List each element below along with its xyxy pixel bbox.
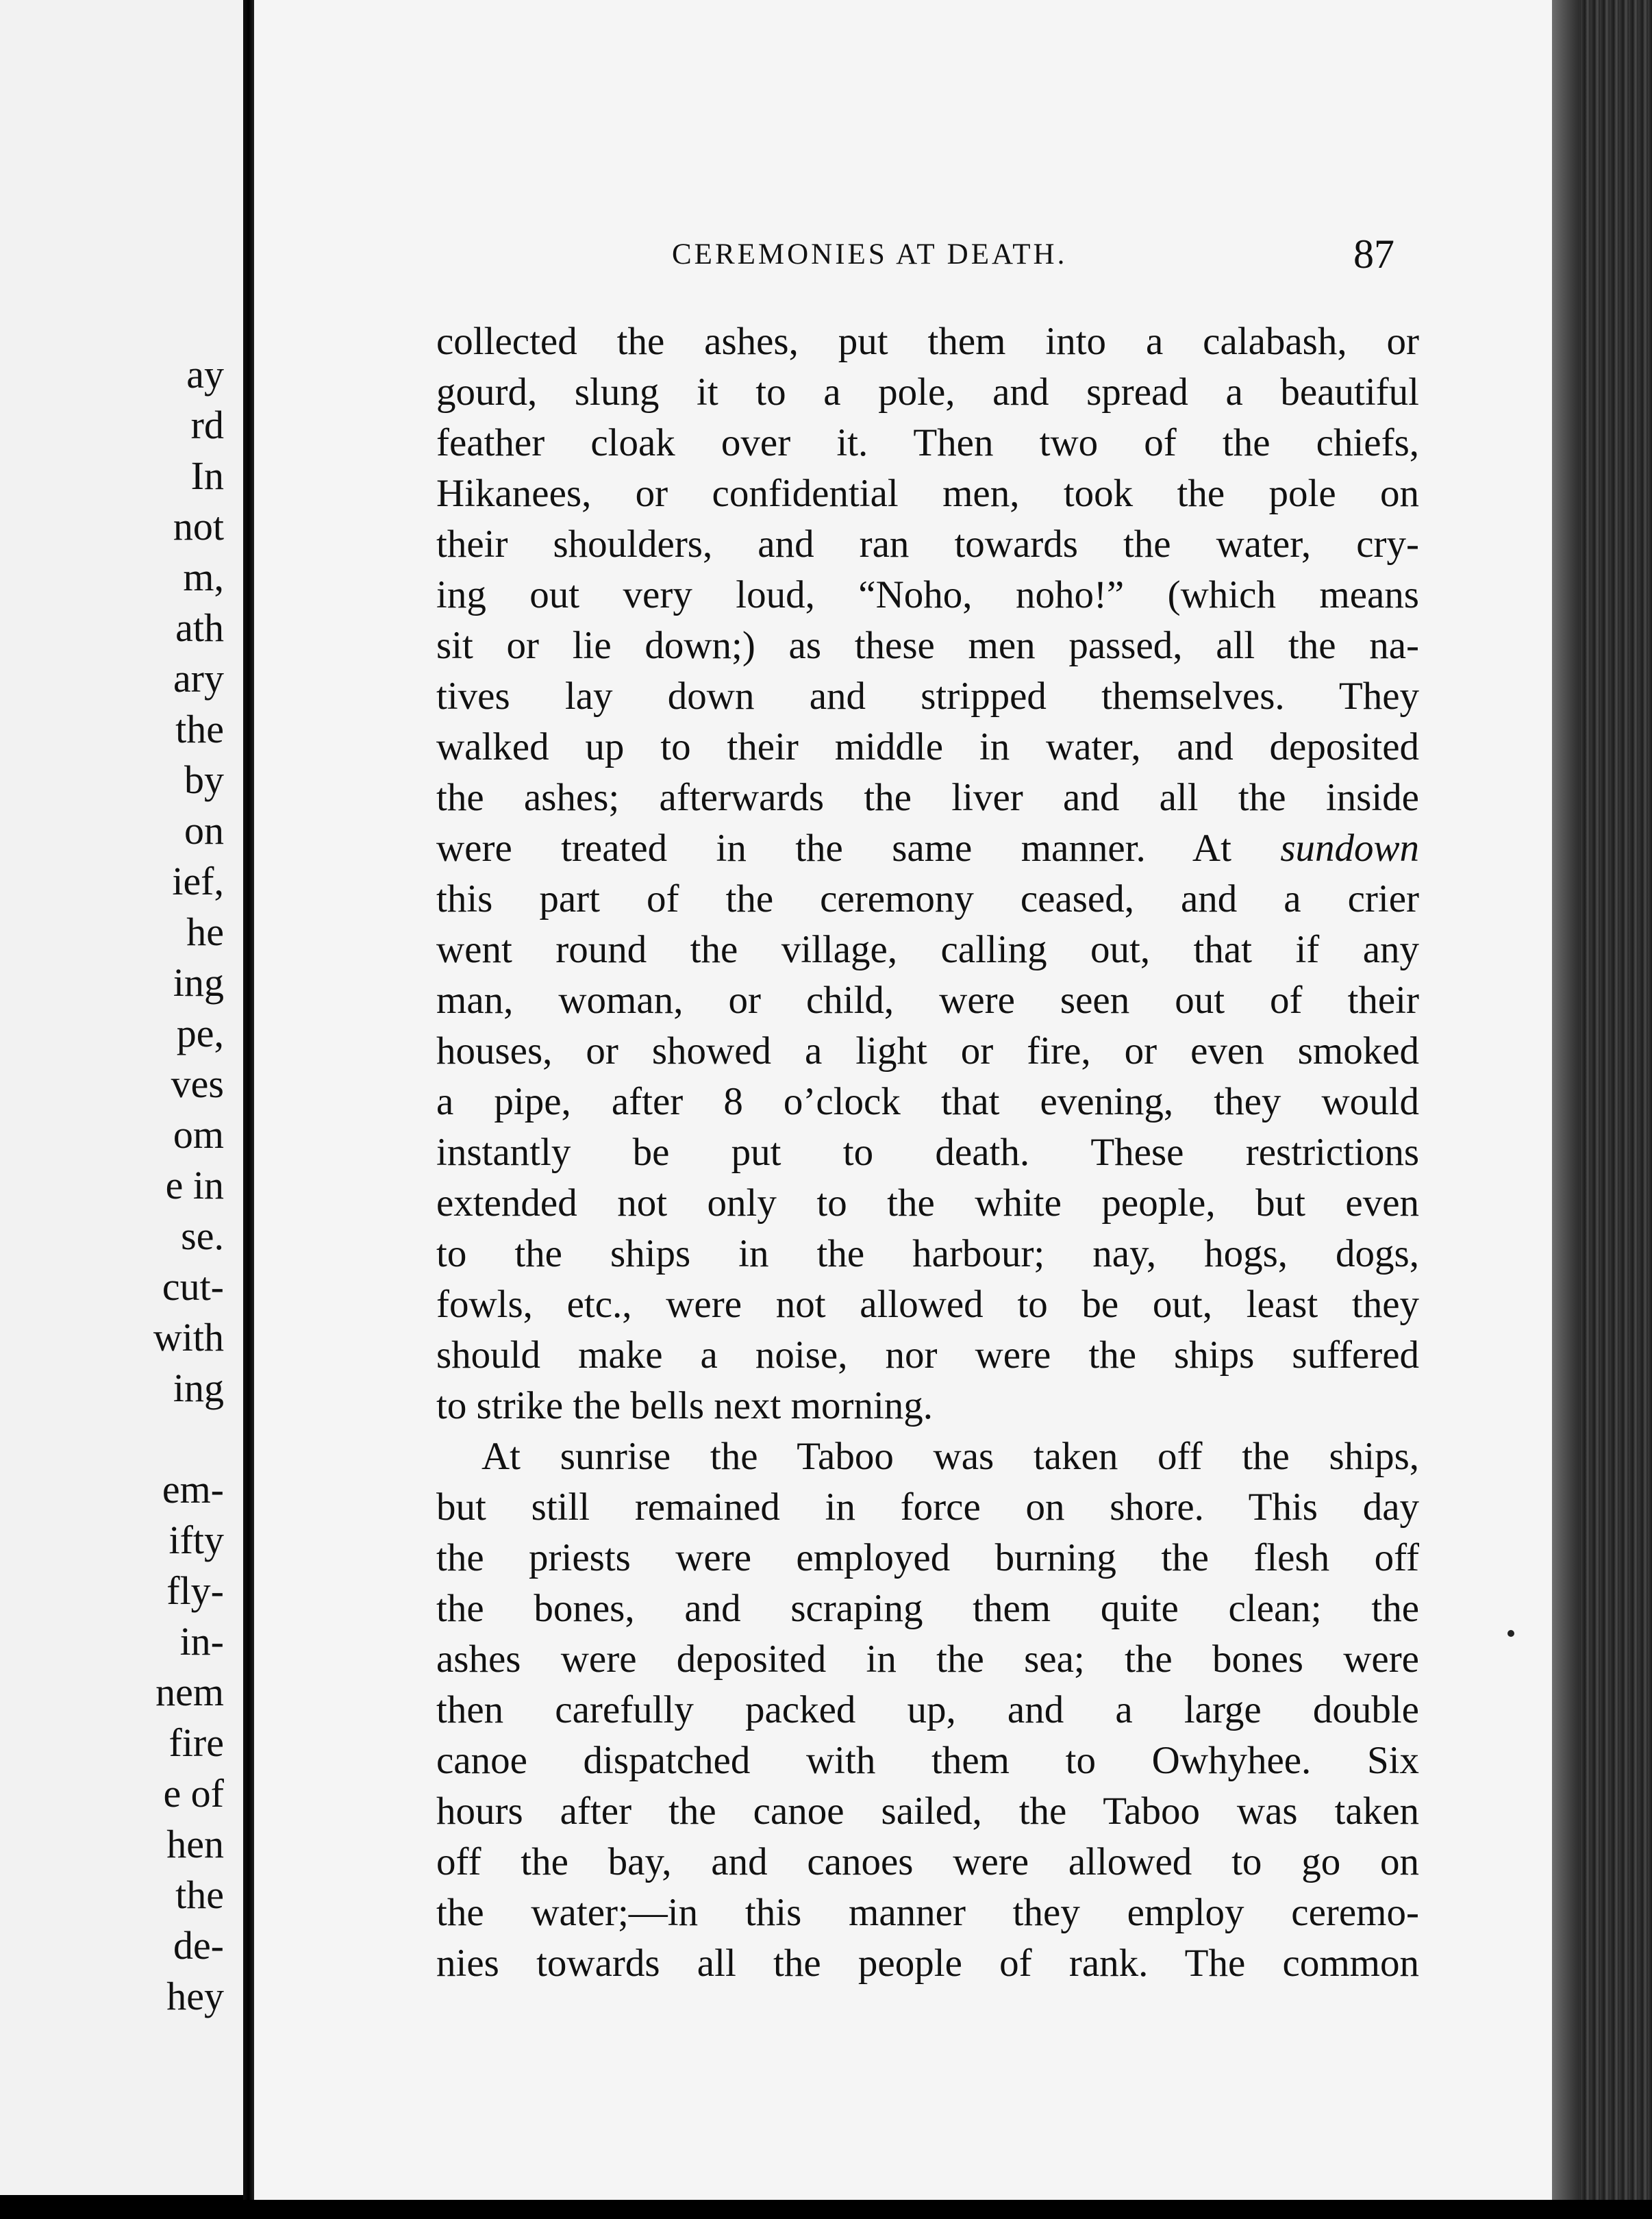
book-page <box>254 0 1552 2200</box>
text-line-start: were treated in the same manner. At <box>436 827 1231 870</box>
text-line: feather cloak over it. Then two of the chiefs, <box>436 421 1419 464</box>
previous-page-line-fragment: pe, <box>176 1011 224 1055</box>
previous-page-line-fragment: fly- <box>166 1568 224 1613</box>
text-line: a pipe, after 8 o’clock that evening, they would <box>436 1080 1419 1123</box>
text-line: fowls, etc., were not allowed to be out, least they <box>436 1283 1419 1326</box>
previous-page-line-fragment: se. <box>181 1214 224 1258</box>
text-line: canoe dispatched with them to Owhyhee. Six <box>436 1739 1419 1782</box>
previous-page-line-fragment: de- <box>173 1923 224 1968</box>
running-head <box>254 231 1552 286</box>
previous-page-line-fragment: em- <box>162 1467 224 1512</box>
previous-page-line-fragment: m, <box>183 555 224 599</box>
previous-page-line-fragment: on <box>184 808 224 853</box>
text-line: gourd, slung it to a pole, and spread a beautiful <box>436 371 1419 414</box>
text-line: nies towards all the people of rank. The common <box>436 1942 1419 1985</box>
previous-page-line-fragment: In <box>190 453 224 498</box>
bottom-edge <box>0 2200 1652 2219</box>
previous-page-line-fragment: the <box>175 707 224 751</box>
text-line: sit or lie down;) as these men passed, all the na- <box>436 624 1419 667</box>
page-edge-shadow <box>1552 0 1579 2219</box>
previous-page-line-fragment: cut- <box>162 1264 224 1309</box>
text-line: tives lay down and stripped themselves. They <box>436 675 1419 718</box>
text-line: man, woman, or child, were seen out of their <box>436 979 1419 1022</box>
page-number: 87 <box>1353 231 1394 277</box>
italic-word: sundown <box>1280 827 1420 870</box>
previous-page-line-fragment: e of <box>163 1771 224 1816</box>
previous-page-line-fragment: ing <box>173 960 224 1005</box>
text-line: Hikanees, or confidential men, took the pole on <box>436 472 1419 515</box>
previous-page-line-fragment: ifty <box>168 1518 224 1562</box>
paragraph-first-line: At sunrise the Taboo was taken off the ships, <box>481 1435 1419 1478</box>
paper-speck <box>1507 1630 1514 1637</box>
text-line: should make a noise, nor were the ships suffered <box>436 1333 1419 1377</box>
text-line: walked up to their middle in water, and deposited <box>436 725 1419 768</box>
book-page-block-edge <box>1552 0 1652 2219</box>
text-line-with-italic <box>436 823 1419 874</box>
previous-page-line-fragment: om <box>173 1112 224 1157</box>
previous-page-fragment <box>0 0 243 2195</box>
book-gutter <box>243 0 254 2219</box>
text-line: ing out very loud, “Noho, noho!” (which means <box>436 573 1419 616</box>
text-line: the water;—in this manner they employ ceremo- <box>436 1891 1419 1934</box>
text-line: their shoulders, and ran towards the water, cry- <box>436 523 1419 566</box>
previous-page-line-fragment: ary <box>173 656 224 701</box>
text-line: then carefully packed up, and a large double <box>436 1688 1419 1731</box>
text-line: went round the village, calling out, that if any <box>436 928 1419 971</box>
text-line: extended not only to the white people, but even <box>436 1181 1419 1225</box>
previous-page-line-fragment: with <box>153 1315 224 1359</box>
text-line: to the ships in the harbour; nay, hogs, dogs, <box>436 1232 1419 1275</box>
text-line: instantly be put to death. These restrictions <box>436 1131 1419 1174</box>
text-line: hours after the canoe sailed, the Taboo was taken <box>436 1790 1419 1833</box>
previous-page-line-fragment: in- <box>179 1619 224 1664</box>
previous-page-line-fragment: ing <box>173 1366 224 1410</box>
text-line: but still remained in force on shore. This day <box>436 1485 1419 1529</box>
previous-page-line-fragment: nem <box>155 1670 224 1714</box>
text-line: ashes were deposited in the sea; the bones were <box>436 1638 1419 1681</box>
text-line: the priests were employed burning the flesh off <box>436 1536 1419 1579</box>
previous-page-line-fragment: fire <box>168 1720 224 1765</box>
previous-page-line-fragment: not <box>173 504 224 549</box>
previous-page-line-fragment: hen <box>166 1822 224 1866</box>
previous-page-line-fragment: ath <box>175 605 224 650</box>
previous-page-line-fragment: he <box>186 910 224 954</box>
text-line: off the bay, and canoes were allowed to go on <box>436 1840 1419 1883</box>
previous-page-line-fragment: by <box>184 757 224 802</box>
body-text <box>436 316 1419 1989</box>
previous-page-line-fragment: e in <box>165 1163 224 1207</box>
running-head-title: CEREMONIES AT DEATH. <box>672 238 1068 271</box>
previous-page-line-fragment: ves <box>171 1062 224 1106</box>
text-line: the ashes; afterwards the liver and all the inside <box>436 776 1419 819</box>
text-line: houses, or showed a light or fire, or even smoked <box>436 1029 1419 1073</box>
previous-page-line-fragment: hey <box>166 1974 224 2018</box>
previous-page-line-fragment: ief, <box>172 859 224 903</box>
previous-page-line-fragment: rd <box>190 403 224 447</box>
text-line: the bones, and scraping them quite clean; the <box>436 1587 1419 1630</box>
text-line: to strike the bells next morning. <box>436 1384 934 1427</box>
text-line: this part of the ceremony ceased, and a crier <box>436 877 1419 920</box>
previous-page-line-fragment: the <box>175 1872 224 1917</box>
text-line: collected the ashes, put them into a calabash, or <box>436 320 1419 363</box>
previous-page-line-fragment: ay <box>186 352 224 397</box>
